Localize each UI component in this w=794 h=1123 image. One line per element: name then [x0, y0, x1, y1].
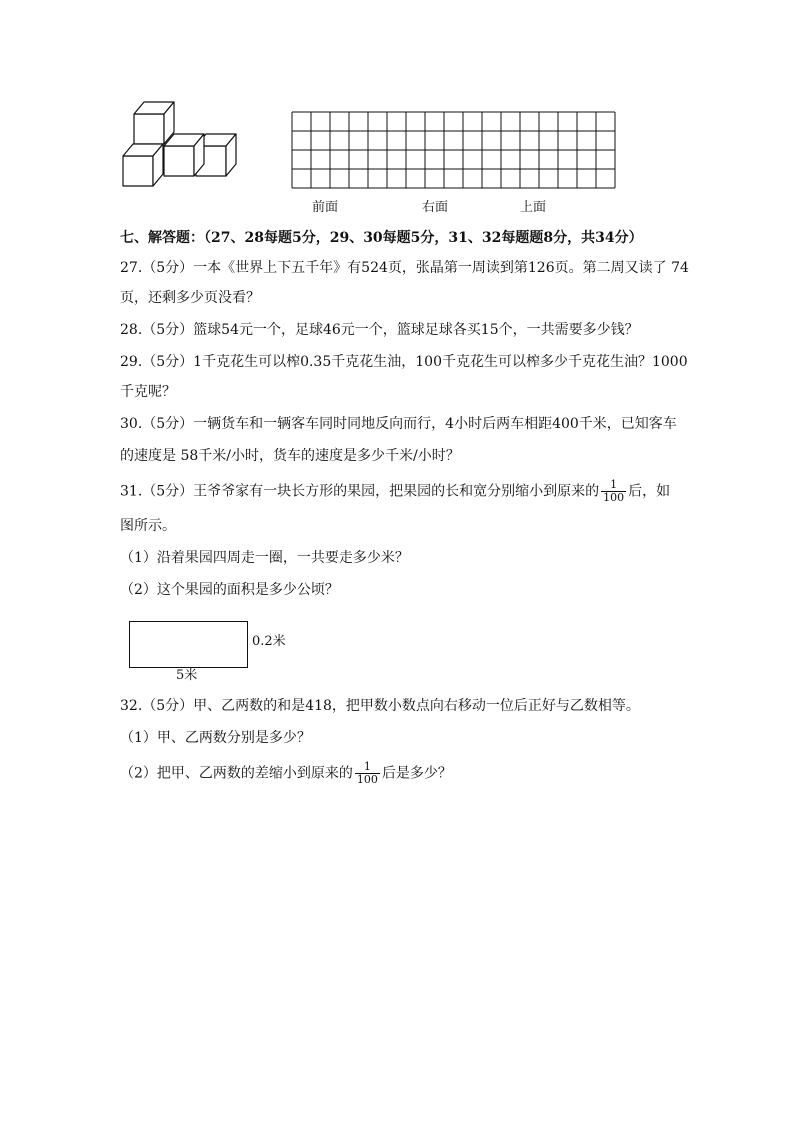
q32-sub2 — [120, 761, 452, 786]
q27-line2: 页，还剩多少页没看？ — [120, 290, 260, 306]
section-heading: 七、解答题：（27、28每题5分，29、30每题5分，31、32每题题8分，共34分） — [120, 230, 643, 246]
q31-fraction-denominator: 100 — [603, 491, 625, 504]
q31-line1-tail: 后，如 — [628, 483, 671, 500]
orchard-width-label: 0.2米 — [252, 634, 286, 649]
q32-sub2-text: （2）把甲、乙两数的差缩小到原来的 — [120, 765, 353, 782]
q32-sub2-tail: 后是多少？ — [381, 765, 452, 782]
q32-sub1: （1）甲、乙两数分别是多少？ — [120, 730, 311, 746]
q29-line1: 29.（5分）1千克花生可以榨0.35千克花生油，100千克花生可以榨多少千克花生油？1000 — [120, 354, 688, 370]
orchard-length-label: 5米 — [176, 668, 198, 683]
q31-fraction — [601, 479, 626, 504]
q30-line2: 的速度是 58千米/小时，货车的速度是多少千米/小时？ — [120, 448, 460, 464]
view-drawing-grid[interactable] — [290, 110, 621, 190]
q32-fraction-numerator: 1 — [363, 760, 371, 773]
q32-line1: 32.（5分）甲、乙两数的和是418，把甲数小数点向右移动一位后正好与乙数相等。 — [120, 698, 640, 714]
q28-line1: 28.（5分）篮球54元一个，足球46元一个，篮球足球各买15个，一共需要多少钱？ — [120, 322, 639, 338]
q27-line1: 27.（5分）一本《世界上下五千年》有524页，张晶第一周读到第126页。第二周又读了 74 — [120, 260, 689, 276]
q31-line1 — [120, 479, 670, 504]
cube-front-left-front-face — [123, 156, 153, 186]
top-view-label: 上面 — [520, 200, 547, 215]
q32-fraction-denominator: 100 — [356, 773, 378, 786]
front-view-label: 前面 — [312, 200, 339, 215]
orchard-rectangle-figure — [129, 621, 248, 668]
right-view-label: 右面 — [422, 200, 449, 215]
q31-sub2: （2）这个果园的面积是多少公顷？ — [120, 582, 339, 598]
cube-solid-figure — [118, 96, 248, 192]
q29-line2: 千克呢？ — [120, 384, 176, 400]
q31-line2: 图所示。 — [120, 518, 176, 534]
q31-fraction-numerator: 1 — [610, 478, 618, 491]
q31-line1-text: 31.（5分）王爷爷家有一块长方形的果园，把果园的长和宽分别缩小到原来的 — [120, 483, 600, 500]
cube-top-front-face — [134, 114, 164, 144]
cube-middle-front-face — [164, 146, 194, 176]
q31-sub1: （1）沿着果园四周走一圈，一共要走多少米？ — [120, 550, 409, 566]
q30-line1: 30.（5分）一辆货车和一辆客车同时同地反向而行，4小时后两车相距400千米，已知客车 — [120, 416, 677, 432]
q32-fraction — [355, 761, 380, 786]
